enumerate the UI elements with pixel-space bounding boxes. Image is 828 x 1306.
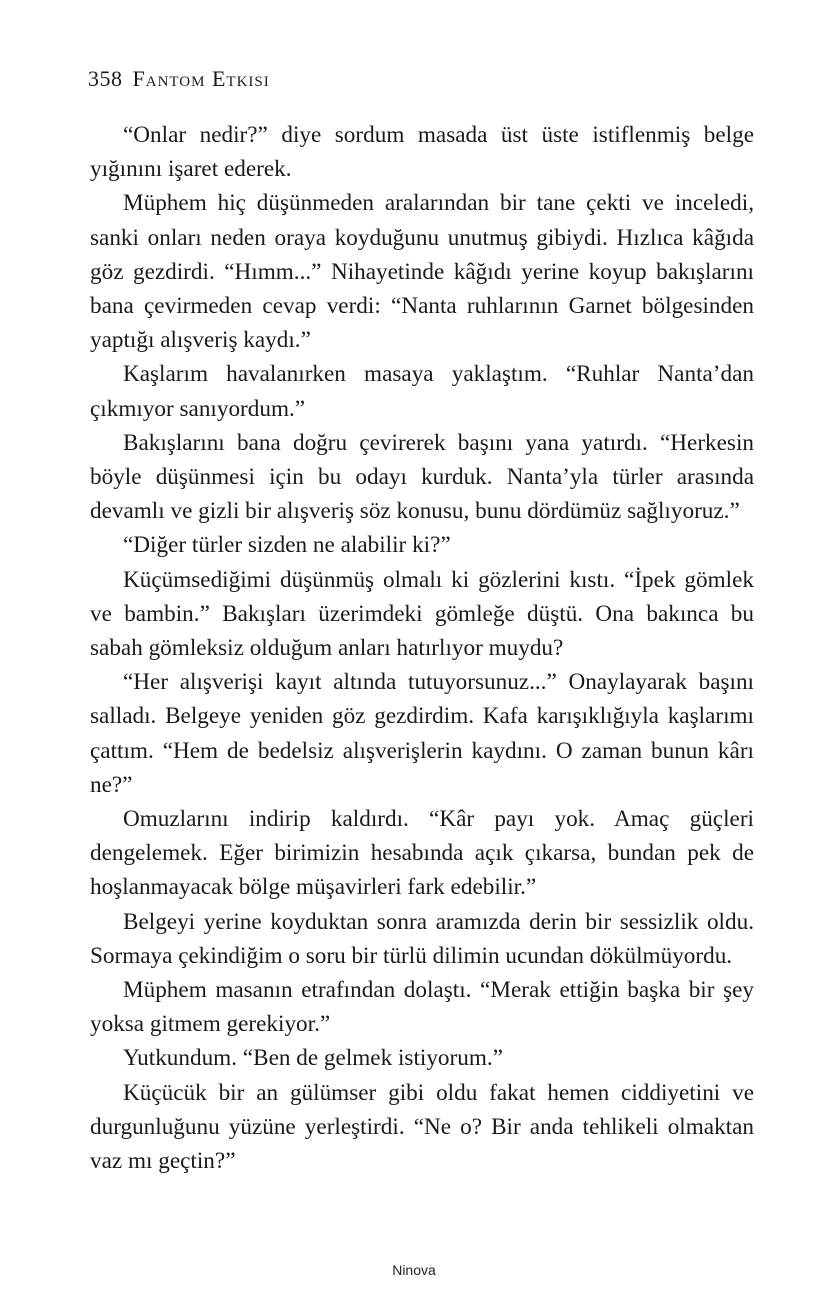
- publisher-footer: Ninova: [392, 1262, 436, 1278]
- book-title: Fantom Etkisi: [132, 66, 270, 91]
- page-number: 358: [88, 66, 123, 91]
- paragraph: Yutkundum. “Ben de gelmek istiyorum.”: [123, 1045, 503, 1072]
- paragraph: “Diğer türler sizden ne alabilir ki?”: [123, 532, 451, 559]
- paragraph: “Her alışverişi kayıt altında tutuyorsunuz...” Onaylayarak başını salladı. Belgeye yeniden göz gezdirdim. Kafa karışıklığıyla kaşlarımı çattım. “Hem de bedelsiz alışverişlerin kaydını. O zaman bunun kârı ne?”: [90, 669, 754, 798]
- body-text: [90, 118, 754, 1178]
- running-head: [88, 66, 270, 92]
- paragraph: Müphem hiç düşünmeden aralarından bir tane çekti ve inceledi, sanki onları neden oraya koyduğunu unutmuş gibiydi. Hızlıca kâğıda göz gezdirdi. “Hımm...” Nihayetinde kâğıdı yerine koyup bakışlarını bana çevirmeden cevap verdi: “Nanta ruhlarının Garnet bölgesinden yaptığı alışveriş kaydı.”: [90, 190, 754, 354]
- paragraph: Müphem masanın etrafından dolaştı. “Merak ettiğin başka bir şey yoksa gitmem gerekiyor.”: [90, 977, 754, 1038]
- paragraph: Küçücük bir an gülümser gibi oldu fakat hemen ciddiyetini ve durgunluğunu yüzüne yerleştirdi. “Ne o? Bir anda tehlikeli olmaktan vaz mı geçtin?”: [90, 1079, 754, 1175]
- paragraph: Omuzlarını indirip kaldırdı. “Kâr payı yok. Amaç güçleri dengelemek. Eğer birimizin hesabında açık çıkarsa, bundan pek de hoşlanmayacak bölge müşavirleri fark edebilir.”: [90, 806, 754, 901]
- paragraph: Kaşlarım havalanırken masaya yaklaştım. “Ruhlar Nanta’dan çıkmıyor sanıyordum.”: [90, 361, 754, 422]
- paragraph: Küçümsediğimi düşünmüş olmalı ki gözlerini kıstı. “İpek gömlek ve bambin.” Bakışları üzerimdeki gömleğe düştü. Ona bakınca bu sabah gömleksiz olduğum anları hatırlıyor muydu?: [90, 566, 754, 662]
- paragraph: Bakışlarını bana doğru çevirerek başını yana yatırdı. “Herkesin böyle düşünmesi için bu odayı kurduk. Nanta’yla türler arasında devamlı ve gizli bir alışveriş söz konusu, bunu dördümüz sağlıyoruz.”: [90, 429, 754, 525]
- paragraph: “Onlar nedir?” diye sordum masada üst üste istiflenmiş belge yığınını işaret ederek.: [90, 122, 754, 183]
- paragraph: Belgeyi yerine koyduktan sonra aramızda derin bir sessizlik oldu. Sormaya çekindiğim o soru bir türlü dilimin ucundan dökülmüyordu.: [90, 908, 754, 969]
